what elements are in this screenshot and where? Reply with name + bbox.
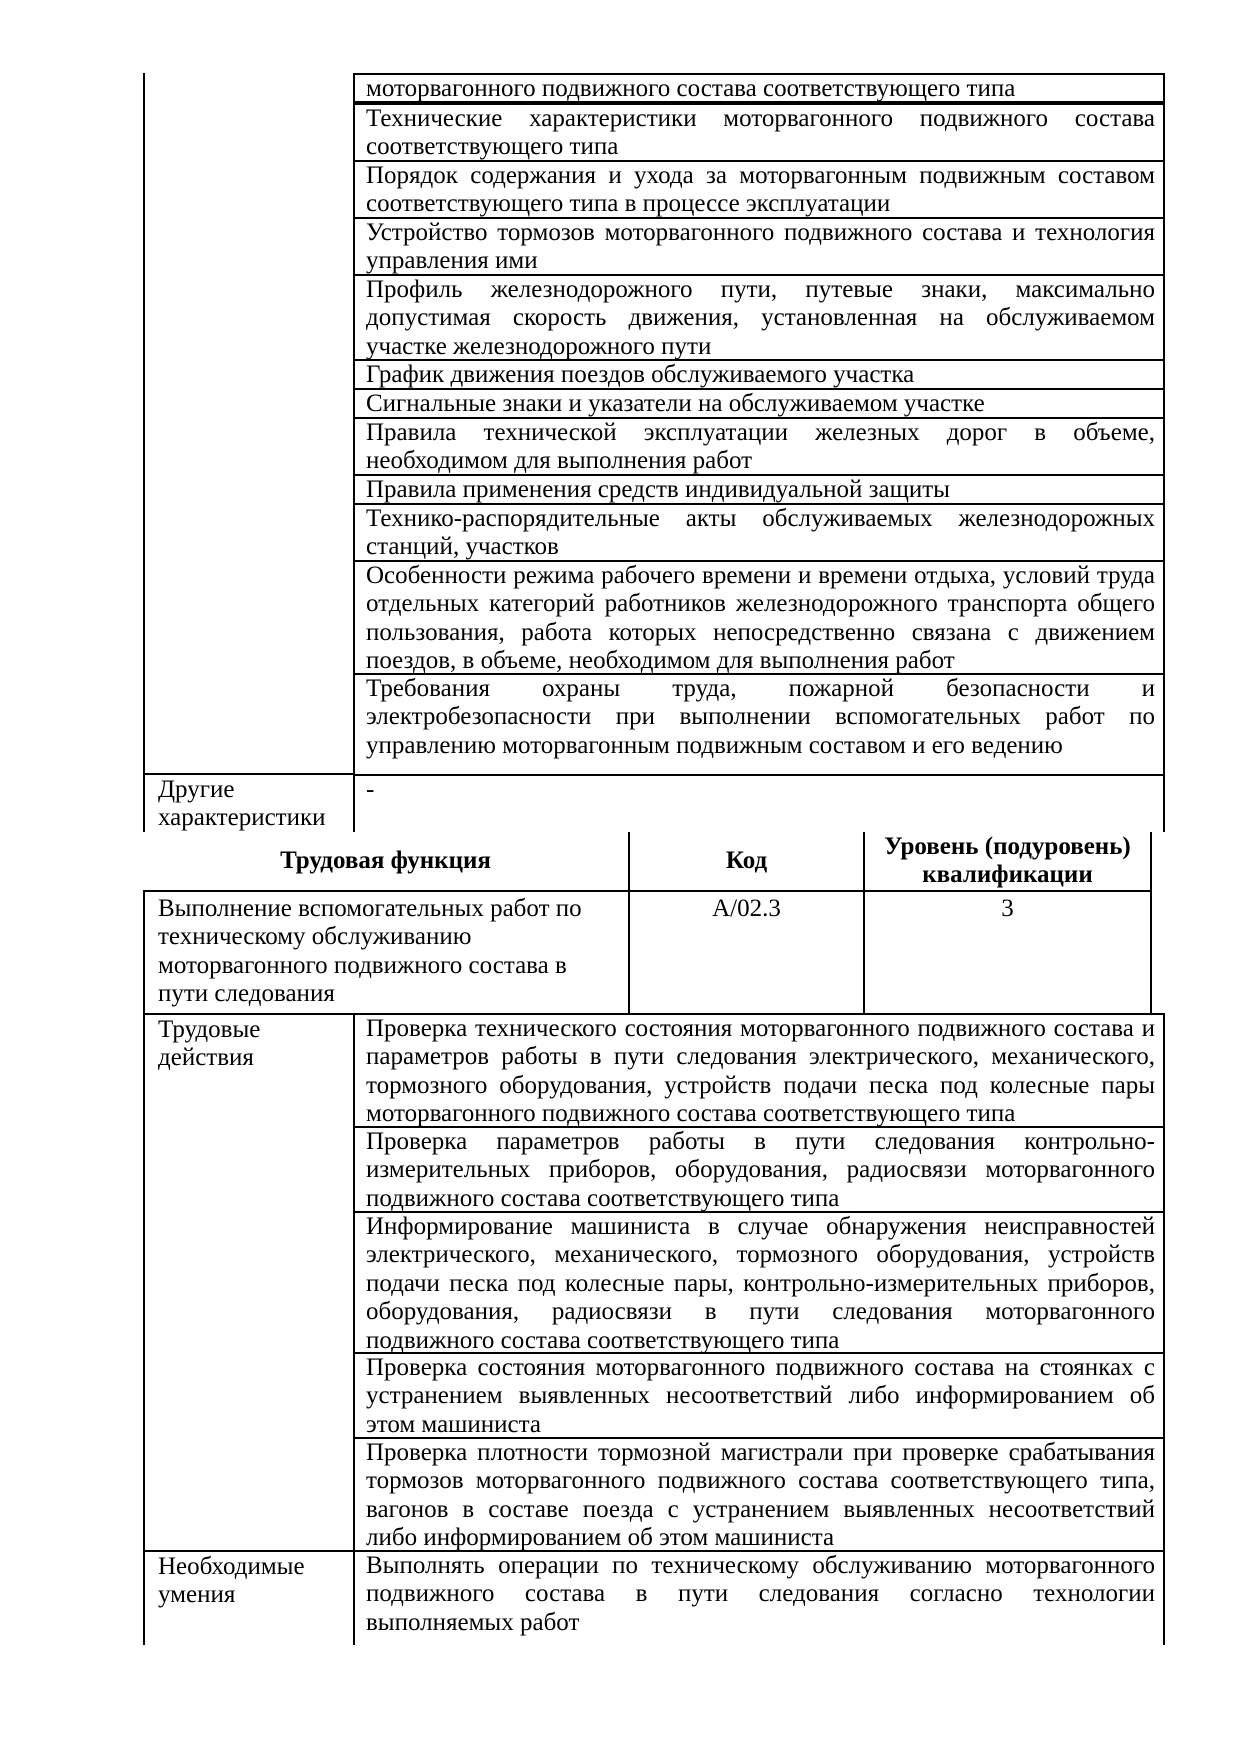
- labor-action-row: Информирование машиниста в случае обнаружения неисправностей электрического, механического, тормозного оборудования, устройств подачи песка под колесные пары, контрольно-измерительных приборов, оборудования, радиосвязи в пути следования моторвагонного подвижного состава соответствующего типа: [355, 1213, 1163, 1354]
- knowledge-item-row: Правила применения средств индивидуальной защиты: [355, 476, 1163, 505]
- labor-function-level: 3: [863, 892, 1150, 1013]
- labor-actions-content-column: [353, 1015, 1163, 1645]
- labor-action-row: Проверка состояния моторвагонного подвижного состава на стоянках с устранением выявленных несоответствий либо информированием об этом машиниста: [355, 1354, 1163, 1439]
- labor-actions-label-column: [145, 1015, 353, 1645]
- code-header: Код: [628, 832, 863, 890]
- labor-function-header: Трудовая функция: [280, 846, 491, 874]
- required-skill-row: Выполнять операции по техническому обслуживанию моторвагонного подвижного состава в пути следования согласно технологии выполняемых работ: [366, 1552, 1155, 1636]
- knowledge-item-row: моторвагонного подвижного состава соответствующего типа: [355, 75, 1163, 105]
- other-characteristics-label: Другие характеристики: [158, 776, 326, 832]
- knowledge-item-row: Устройство тормозов моторвагонного подвижного состава и технология управления ими: [355, 219, 1163, 276]
- knowledge-item-row: Порядок содержания и ухода за моторвагонным подвижным составом соответствующего типа в процессе эксплуатации: [355, 162, 1163, 219]
- knowledge-table: [143, 73, 1165, 832]
- other-characteristics-value: -: [366, 775, 375, 803]
- labor-actions-label: Трудовые действия: [145, 1015, 353, 1552]
- labor-function-name: Выполнение вспомогательных работ по техническому обслуживанию моторвагонного подвижного состава в пути следования: [158, 895, 582, 1008]
- knowledge-item-row: Правила технической эксплуатации железных дорог в объеме, необходимом для выполнения работ: [355, 419, 1163, 476]
- labor-action-row: Проверка плотности тормозной магистрали при проверке срабатывания тормозов моторвагонного подвижного состава соответствующего типа, вагонов в составе поезда с устранением выявленных несоответствий либо информированием об этом машиниста: [355, 1439, 1163, 1552]
- labor-function-code: А/02.3: [628, 892, 863, 1013]
- knowledge-item-row: Технические характеристики моторвагонного подвижного состава соответствующего типа: [355, 105, 1163, 162]
- knowledge-item-row: Особенности режима рабочего времени и времени отдыха, условий труда отдельных категорий работников железнодорожного транспорта общего пользования, работа которых непосредственно связана с движением поездов, в объеме, необходимом для выполнения работ: [355, 562, 1163, 675]
- knowledge-item-row: Требования охраны труда, пожарной безопасности и электробезопасности при выполнении вспомогательных работ по управлению моторвагонным подвижным составом и его ведению: [355, 675, 1163, 776]
- knowledge-table-content-column: [353, 73, 1163, 832]
- labor-action-row: Проверка параметров работы в пути следования контрольно-измерительных приборов, оборудования, радиосвязи моторвагонного подвижного состава соответствующего типа: [355, 1128, 1163, 1213]
- knowledge-item-row: Технико-распорядительные акты обслуживаемых железнодорожных станций, участков: [355, 505, 1163, 562]
- knowledge-item-row: Профиль железнодорожного пути, путевые знаки, максимально допустимая скорость движения, установленная на обслуживаемом участке железнодорожного пути: [355, 276, 1163, 361]
- labor-action-row: Проверка технического состояния моторвагонного подвижного состава и параметров работы в пути следования электрического, механического, тормозного оборудования, устройств подачи песка под колесные пары моторвагонного подвижного состава соответствующего типа: [355, 1015, 1163, 1128]
- knowledge-item-row: График движения поездов обслуживаемого участка: [355, 361, 1163, 390]
- knowledge-table-label-column: [145, 73, 353, 832]
- qualification-level-header: Уровень (подуровень) квалификации: [863, 832, 1152, 890]
- labor-actions-table: [143, 1013, 1165, 1645]
- labor-function-header-row: [143, 832, 1152, 892]
- labor-function-data-row: [143, 892, 1152, 1013]
- empty-label-cell: [145, 73, 353, 775]
- knowledge-item-row: Сигнальные знаки и указатели на обслуживаемом участке: [355, 390, 1163, 419]
- required-skills-label: Необходимые умения: [158, 1553, 305, 1609]
